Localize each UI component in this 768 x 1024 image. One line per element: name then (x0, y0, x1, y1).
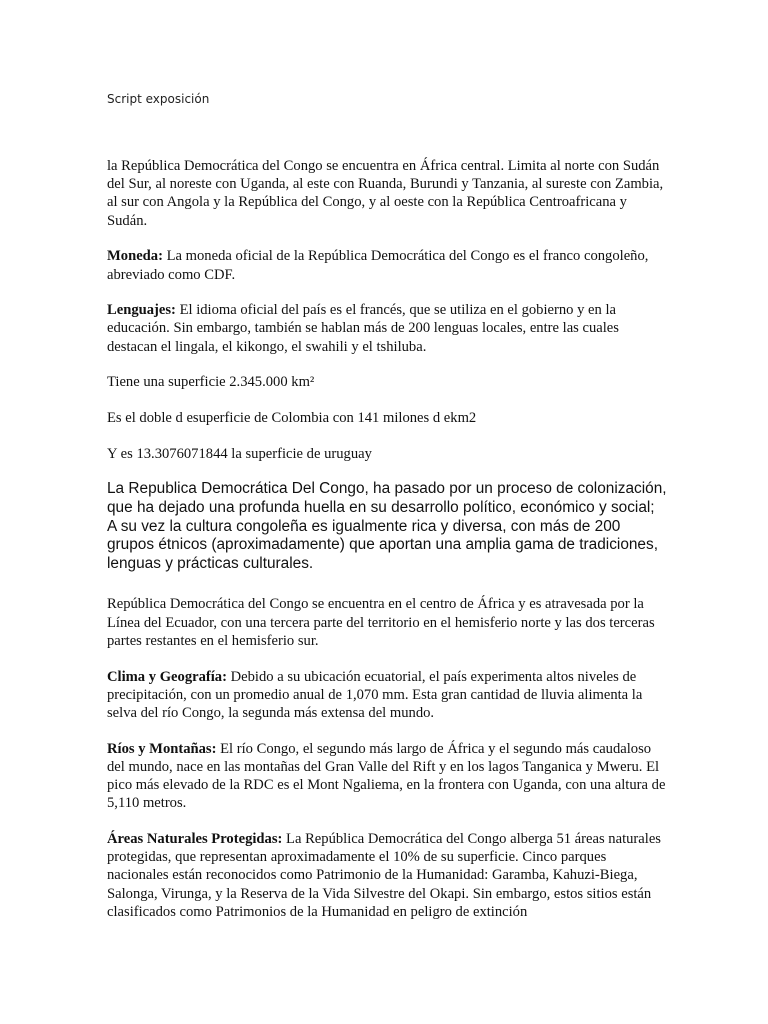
paragraph-text: La República Democrática del Congo alberga 51 áreas naturales protegidas, que representan aproximadamente el 10% de su superficie. Cinco parques nacionales están reconocidos como Patrimonio de la Humanidad: Garamba, Kahuzi-Biega, Salonga, Virunga, y la Reserva de la Vida Silvestre del Okapi. Sin embargo, estos sitios están clasificados como Patrimonios de la Humanidad en peligro de extinción (107, 830, 661, 920)
paragraph-location (107, 595, 667, 650)
paragraph-text: El río Congo, el segundo más largo de África y el segundo más caudaloso del mundo, nace en las montañas del Gran Valle del Rift y en los lagos Tanganica y Mweru. El pico más elevado de la RDC es el Mont Ngaliema, en la frontera con Uganda, con una altura de 5,110 metros. (107, 740, 666, 812)
paragraph-label: Lenguajes: (107, 302, 176, 319)
paragraph-text: La moneda oficial de la República Democrática del Congo es el franco congoleño, abreviado como CDF. (107, 248, 649, 283)
paragraph-label: Ríos y Montañas: (107, 740, 217, 757)
paragraph-surface (107, 373, 667, 391)
paragraph-borders (107, 157, 667, 230)
paragraph-label: Clima y Geografía: (107, 668, 227, 685)
paragraph-colonization (107, 480, 667, 573)
paragraph-text: La Republica Democrática Del Congo, ha pasado por un proceso de colonización, que ha dejado una profunda huella en su desarrollo político, económico y social; A su vez la cultura congoleña es igualmente rica y diversa, con más de 200 grupos étnicos (aproximadamente) que aportan una amplia gama de tradiciones, lenguas y prácticas culturales. (107, 480, 667, 572)
paragraph-text: Debido a su ubicación ecuatorial, el país experimenta altos niveles de precipitación, con un promedio anual de 1,070 mm. Esta gran cantidad de lluvia alimenta la selva del río Congo, la segunda más extensa del mundo. (107, 668, 643, 721)
paragraph-climate (107, 668, 667, 723)
document-header: Script exposición (107, 92, 210, 106)
paragraph-text: Tiene una superficie 2.345.000 km² (107, 374, 315, 391)
paragraph-label: Moneda: (107, 248, 163, 265)
paragraph-text: República Democrática del Congo se encuentra en el centro de África y es atravesada por la Línea del Ecuador, con una tercera parte del territorio en el hemisferio norte y las dos terceras partes restantes en el hemisferio sur. (107, 596, 655, 649)
paragraph-protected-areas (107, 830, 667, 921)
paragraph-uruguay-comparison (107, 445, 667, 463)
document-body (107, 157, 667, 938)
paragraph-text: Y es 13.3076071844 la superficie de uruguay (107, 445, 372, 462)
paragraph-colombia-comparison (107, 409, 667, 427)
paragraph-text: El idioma oficial del país es el francés, que se utiliza en el gobierno y en la educación. Sin embargo, también se hablan más de 200 lenguas locales, entre las cuales destacan el lingala, el kikongo, el swahili y el tshiluba. (107, 302, 619, 355)
paragraph-text: Es el doble d esuperficie de Colombia con 141 milones d ekm2 (107, 410, 477, 427)
paragraph-text: la República Democrática del Congo se encuentra en África central. Limita al norte con Sudán del Sur, al noreste con Uganda, al este con Ruanda, Burundi y Tanzania, al sureste con Zambia, al sur con Angola y la República del Congo, y al oeste con la República Centroafricana y Sudán. (107, 158, 664, 229)
paragraph-rivers (107, 740, 667, 813)
paragraph-languages (107, 301, 667, 356)
paragraph-currency (107, 247, 667, 283)
paragraph-label: Áreas Naturales Protegidas: (107, 830, 283, 847)
